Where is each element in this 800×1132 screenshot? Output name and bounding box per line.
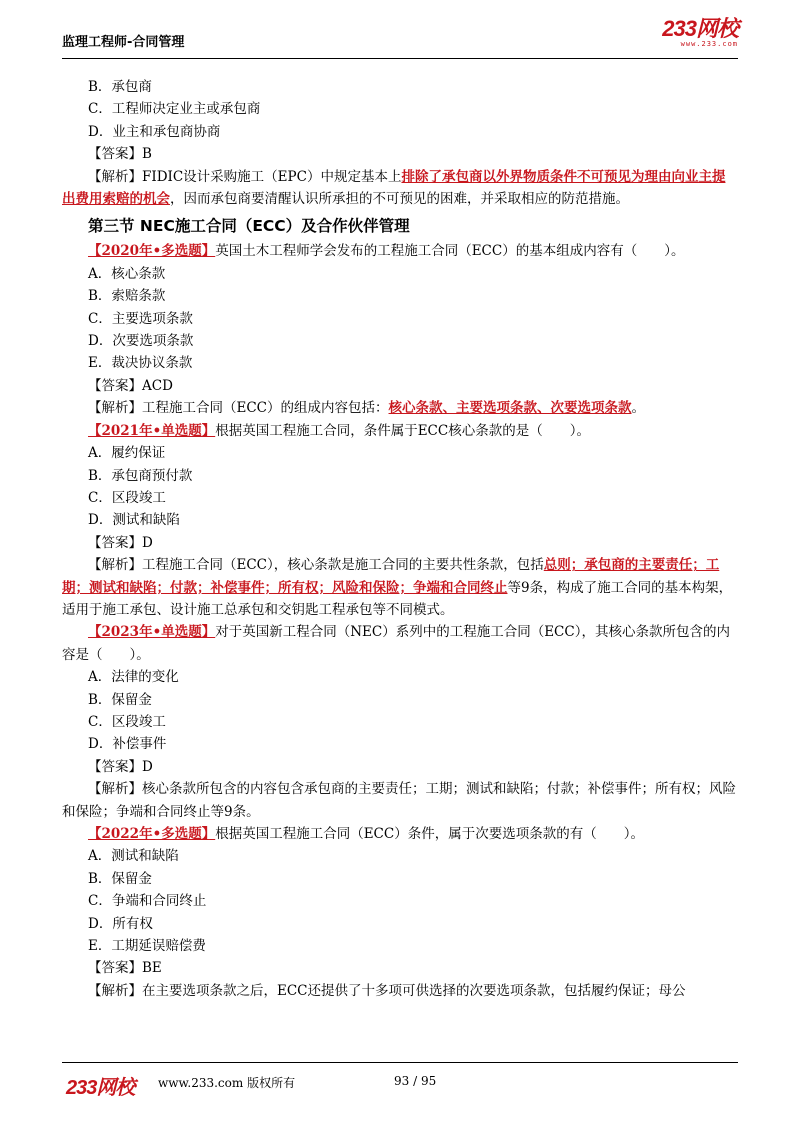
option: A．履约保证 xyxy=(88,445,166,462)
option: B．保留金 xyxy=(88,691,152,708)
option: C．争端和合同终止 xyxy=(88,893,207,910)
option: A．法律的变化 xyxy=(88,669,179,686)
analysis: 【解析】在主要选项条款之后，ECC还提供了十多项可供选择的次要选项条款，包括履约保证；母公 xyxy=(88,982,686,999)
question-tag: 【2023年•单选题】 xyxy=(88,624,216,641)
question-tag: 【2020年•多选题】 xyxy=(88,243,216,260)
highlight: 排除了承包商以外界物质条件不可预见为理由向业主提出费用索赔的机会 xyxy=(62,168,726,208)
highlight: 核心条款、主要选项条款、次要选项条款 xyxy=(388,400,632,417)
option: A．测试和缺陷 xyxy=(88,848,179,865)
option: D．补偿事件 xyxy=(88,736,167,753)
option: B．保留金 xyxy=(88,870,152,887)
answer: 【答案】BE xyxy=(88,960,162,977)
page-number: 93 / 95 xyxy=(394,1074,437,1088)
question-stem: 【2023年•单选题】对于英国新工程合同（NEC）系列中的工程施工合同（ECC），其核心条款所包含的内容是（ ）。 xyxy=(62,624,730,663)
highlight: 总则；承包商的主要责任；工期；测试和缺陷；付款；补偿事件；所有权；风险和保险；争端和合同终止 xyxy=(62,557,720,596)
option: E．工期延误赔偿费 xyxy=(88,938,206,955)
page-header xyxy=(62,18,738,59)
option: C．区段竣工 xyxy=(88,489,166,506)
option: D．所有权 xyxy=(88,915,153,932)
answer: 【答案】B xyxy=(88,146,152,163)
logo-url: www.233.com xyxy=(680,40,738,48)
analysis: 【解析】工程施工合同（ECC），核心条款是施工合同的主要共性条款，包括总则；承包商的主要责任；工期；测试和缺陷；付款；补偿事件；所有权；风险和保险；争端和合同终止等9条，构成了施工合同的基本构架，适用于施工承包、设计施工总承包和交钥匙工程承包等不同模式。 xyxy=(62,557,733,618)
option: A．核心条款 xyxy=(88,265,166,282)
analysis: 【解析】工程施工合同（ECC）的组成内容包括：核心条款、主要选项条款、次要选项条款。 xyxy=(88,400,646,417)
footer-logo: 233网校 xyxy=(66,1077,135,1099)
question-stem: 【2020年•多选题】英国土木工程师学会发布的工程施工合同（ECC）的基本组成内容有（ ）。 xyxy=(88,243,685,260)
logo-text: 233网校 xyxy=(662,16,738,41)
analysis: 【解析】核心条款所包含的内容包含承包商的主要责任；工期；测试和缺陷；付款；补偿事件；所有权；风险和保险；争端和合同终止等9条。 xyxy=(62,781,736,820)
option: C．工程师决定业主或承包商 xyxy=(88,101,261,118)
option: B．承包商 xyxy=(88,79,152,95)
document-title: 监理工程师-合同管理 xyxy=(62,35,185,50)
page-content xyxy=(62,76,738,1002)
option: C．区段竣工 xyxy=(88,713,166,730)
page-footer xyxy=(62,1062,738,1103)
brand-logo xyxy=(662,18,738,48)
option: C．主要选项条款 xyxy=(88,310,193,327)
option: D．次要选项条款 xyxy=(88,333,194,350)
option: B．承包商预付款 xyxy=(88,467,193,484)
option: D．测试和缺陷 xyxy=(88,512,180,529)
option: E．裁决协议条款 xyxy=(88,355,193,372)
question-stem: 【2021年•单选题】根据英国工程施工合同，条件属于ECC核心条款的是（ ）。 xyxy=(88,422,590,439)
answer: 【答案】D xyxy=(88,534,153,551)
footer-copyright: www.233.com 版权所有 xyxy=(158,1076,296,1090)
section-title: 第三节 NEC施工合同（ECC）及合作伙伴管理 xyxy=(88,217,410,236)
answer: 【答案】D xyxy=(88,758,153,775)
question-tag: 【2021年•单选题】 xyxy=(88,422,216,439)
answer: 【答案】ACD xyxy=(88,377,173,394)
question-tag: 【2022年•多选题】 xyxy=(88,826,216,842)
analysis: 【解析】FIDIC设计采购施工（EPC）中规定基本上排除了承包商以外界物质条件不可预见为理由向业主提出费用索赔的机会，因而承包商要清醒认识所承担的不可预见的困难，并采取相应的防范措施。 xyxy=(62,168,726,208)
option: D．业主和承包商协商 xyxy=(88,123,221,140)
question-stem: 【2022年•多选题】根据英国工程施工合同（ECC）条件，属于次要选项条款的有（ ）。 xyxy=(88,826,644,842)
option: B．索赔条款 xyxy=(88,288,166,305)
